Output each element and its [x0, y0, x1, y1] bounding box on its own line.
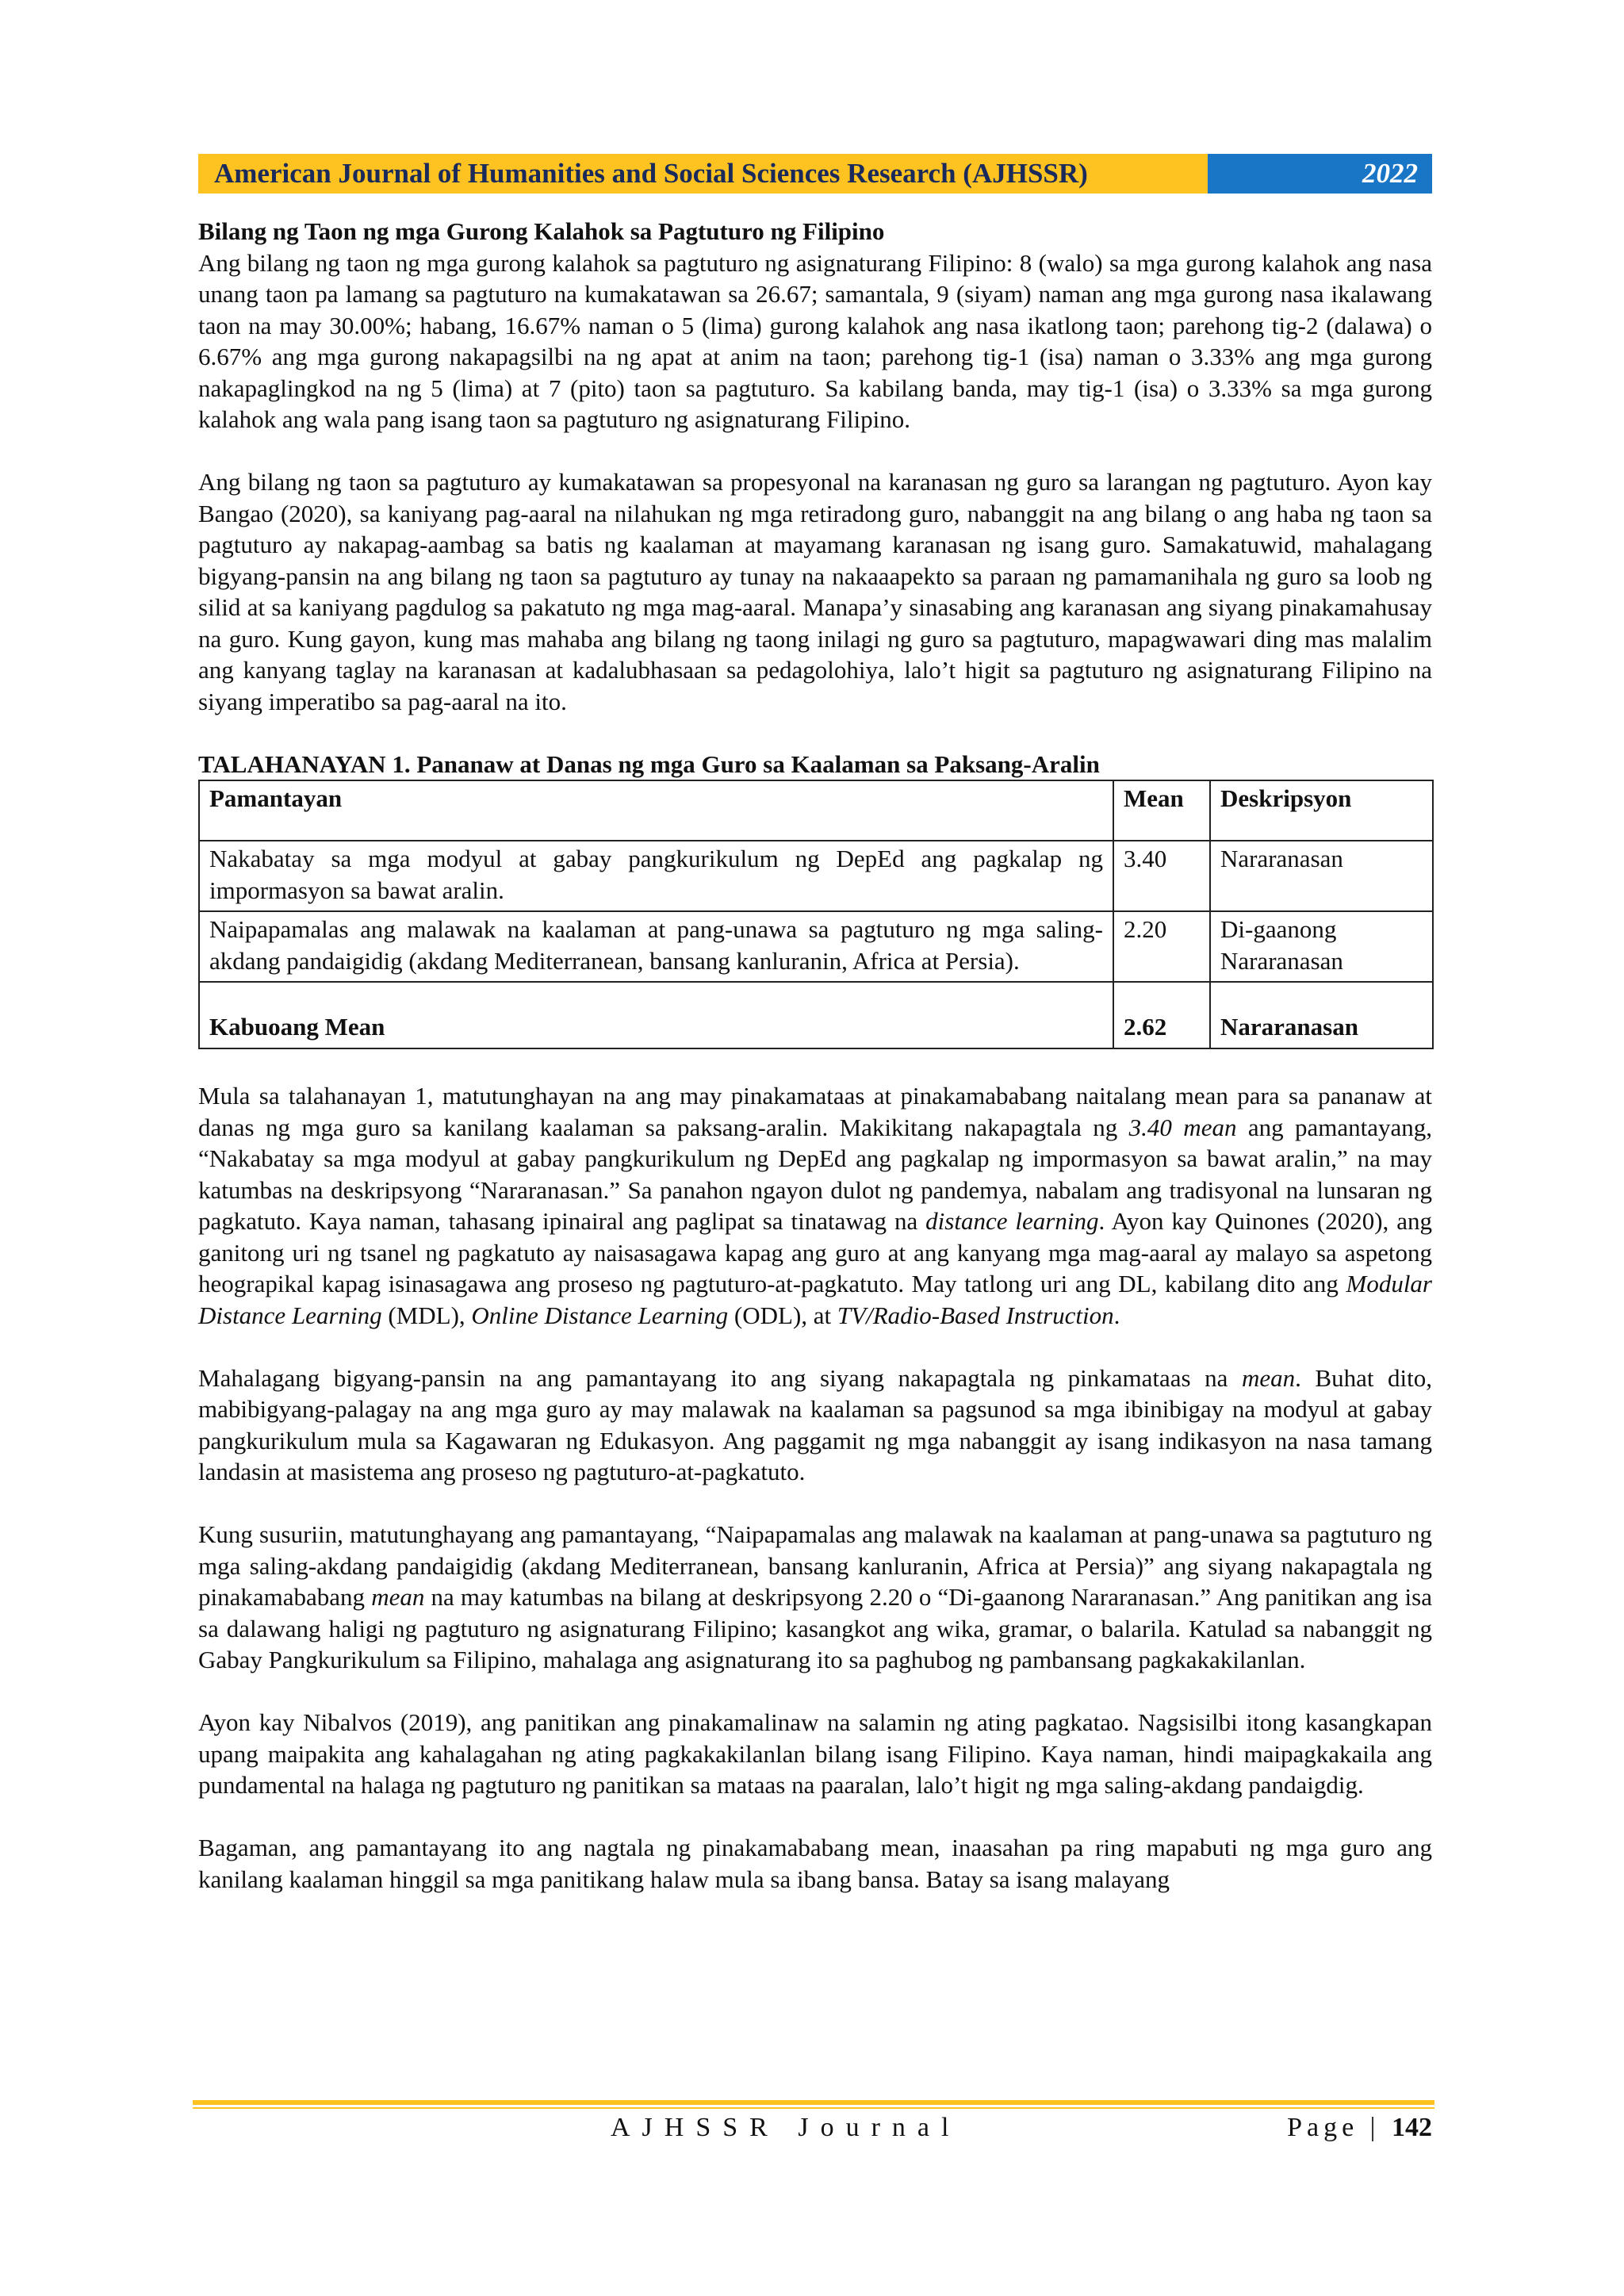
- page-content: [198, 216, 1432, 1895]
- footer-page-number: Page | 142: [1287, 2113, 1432, 2142]
- row-criterion: Naipapamalas ang malawak na kaalaman at pang-unawa sa pagtuturo ng mga saling-akdang pandaigidig (akdang Mediterranean, bansang kanluranin, Africa at Persia).: [199, 911, 1113, 982]
- discussion-paragraph-4: Ayon kay Nibalvos (2019), ang panitikan ang pinakamalinaw na salamin ng ating pagkatao. Nagsisilbi itong kasangkapan upang maipakita ang kahalagahan ng ating pagkakakilanlan bilang isang Filipino. Kaya naman, hindi maipagkakaila ang pundamental na halaga ng pagtuturo ng panitikan sa mataas na paaralan, lalo’t higit ng mga saling-akdang pandaigdig.: [198, 1708, 1432, 1799]
- header-description: Deskripsyon: [1210, 780, 1433, 841]
- results-table: [198, 780, 1434, 1049]
- header-criterion: Pamantayan: [199, 780, 1113, 841]
- total-mean: 2.62: [1113, 982, 1210, 1048]
- discussion-paragraph-2: Mahalagang bigyang-pansin na ang pamantayang ito ang siyang nakapagtala ng pinkamataas na mean. Buhat dito, mabibigyang-palagay na ang mga guro ay may malawak na kaalaman sa pagsunod sa mga ibinibigay na modyul at gabay pangkurikulum mula sa Kagawaran ng Edukasyon. Ang paggamit ng mga nabanggit ay isang indikasyon na nasa tamang landasin at masistema ang proseso ng pagtuturo-at-pagkatuto.: [198, 1363, 1432, 1485]
- table-row: [199, 911, 1433, 982]
- row-description: Nararanasan: [1210, 841, 1433, 911]
- row-criterion: Nakabatay sa mga modyul at gabay pangkurikulum ng DepEd ang pagkalap ng impormasyon sa bawat aralin.: [199, 841, 1113, 911]
- discussion-paragraph-5: Bagaman, ang pamantayang ito ang nagtala ng pinakamababang mean, inaasahan pa ring mapabuti ng mga guro ang kanilang kaalaman hinggil sa mga panitikang halaw mula sa ibang bansa. Batay sa isang malayang: [198, 1834, 1432, 1893]
- page-footer: [198, 2113, 1432, 2148]
- table-total-row: [199, 982, 1433, 1048]
- paragraph-intro-1: Ang bilang ng taon ng mga gurong kalahok sa pagtuturo ng asignaturang Filipino: 8 (walo) sa mga gurong kalahok ang nasa unang taon pa lamang sa pagtuturo na kumakatawan sa 26.67; samantala, 9 (siyam) naman ang mga gurong nasa ikalawang taon na may 30.00%; habang, 16.67% naman o 5 (lima) gurong kalahok ang nasa ikatlong taon; parehong tig-2 (dalawa) o 6.67% ang mga gurong nakapagsilbi na ng apat at anim na taon; parehong tig-1 (isa) naman o 3.33% ang mga gurong nakapaglingkod na ng 5 (lima) at 7 (pito) taon sa pagtuturo. Sa kabilang banda, may tig-1 (isa) o 3.33% sa mga gurong kalahok ang wala pang isang taon sa pagtuturo ng asignaturang Filipino.: [198, 248, 1432, 433]
- table-row: [199, 841, 1433, 911]
- table-header-row: [199, 780, 1433, 841]
- total-description: Nararanasan: [1210, 982, 1433, 1048]
- journal-year: 2022: [1208, 154, 1432, 194]
- total-label: Kabuoang Mean: [199, 982, 1113, 1048]
- discussion-paragraph-1: Mula sa talahanayan 1, matutunghayan na ang may pinakamataas at pinakamababang naitalang mean para sa pananaw at danas ng mga guro sa kanilang kaalaman sa paksang-aralin. Makikitang nakapagtala ng 3.40 mean ang pamantayang, “Nakabatay sa mga modyul at gabay pangkurikulum ng DepEd ang pagkalap ng impormasyon sa bawat aralin,” na may katumbas na deskripsyong “Nararanasan.” Sa panahon ngayon dulot ng pandemya, nabalam ang tradisyonal na lunsaran ng pagkatuto. Kaya naman, tahasang ipinairal ang paglipat sa tinatawag na distance learning. Ayon kay Quinones (2020), ang ganitong uri ng tsanel ng pagkatuto ay naisasagawa kapag ang guro at ang kanyang mga mag-aaral ay malayo sa aspetong heograpikal kapag isinasagawa ang proseso ng pagtuturo-at-pagkatuto. May tatlong uri ang DL, kabilang dito ang Modular Distance Learning (MDL), Online Distance Learning (ODL), at TV/Radio-Based Instruction.: [198, 1082, 1432, 1329]
- section-heading: Bilang ng Taon ng mga Gurong Kalahok sa Pagtuturo ng Filipino: [198, 217, 885, 245]
- footer-rule: [193, 2100, 1434, 2109]
- journal-title: American Journal of Humanities and Social Sciences Research (AJHSSR): [198, 154, 1208, 194]
- table-title: TALAHANAYAN 1. Pananaw at Danas ng mga Guro sa Kaalaman sa Paksang-Aralin: [198, 749, 1100, 778]
- row-mean: 2.20: [1113, 911, 1210, 982]
- header-mean: Mean: [1113, 780, 1210, 841]
- row-description: Di-gaanong Nararanasan: [1210, 911, 1433, 982]
- discussion-paragraph-3: Kung susuriin, matutunghayang ang pamantayang, “Naipapamalas ang malawak na kaalaman at pang-unawa sa pagtuturo ng mga saling-akdang pandaigidig (akdang Mediterranean, bansang kanluranin, Africa at Persia)” ang siyang nakapagtala ng pinakamababang mean na may katumbas na bilang at deskripsyong 2.20 o “Di-gaanong Nararanasan.” Ang panitikan ang isa sa dalawang haligi ng pagtuturo ng asignaturang Filipino; kasangkot ang wika, gramar, o balarila. Katulad sa nabanggit ng Gabay Pangkurikulum sa Filipino, mahalaga ang asignaturang ito sa paghubog ng pambansang pagkakakilanlan.: [198, 1520, 1432, 1673]
- paragraph-intro-2: Ang bilang ng taon sa pagtuturo ay kumakatawan sa propesyonal na karanasan ng guro sa larangan ng pagtuturo. Ayon kay Bangao (2020), sa kaniyang pag-aaral na nilahukan ng mga retiradong guro, nabanggit na ang bilang o ang haba ng taon sa pagtuturo ay nakapag-aambag sa batis ng kaalaman at mayamang karanasan ng isang guro. Samakatuwid, mahalagang bigyang-pansin na ang bilang ng taon sa pagtuturo ay tunay na nakaaapekto sa paraan ng pamamanihala ng guro sa loob ng silid at sa kaniyang pagdulog sa pakatuto ng mga mag-aaral. Manapa’y sinasabing ang karanasan ang siyang pinakamahusay na guro. Kung gayon, kung mas mahaba ang bilang ng taong inilagi ng guro sa pagtuturo, mapagwawari ding mas malalim ang kanyang taglay na karanasan at kadalubhasaan sa pedagolohiya, lalo’t higit sa pagtuturo ng asignaturang Filipino na siyang imperatibo sa pag-aaral na ito.: [198, 468, 1432, 715]
- row-mean: 3.40: [1113, 841, 1210, 911]
- footer-journal: AJHSSR Journal: [611, 2113, 961, 2142]
- journal-header: [198, 154, 1432, 194]
